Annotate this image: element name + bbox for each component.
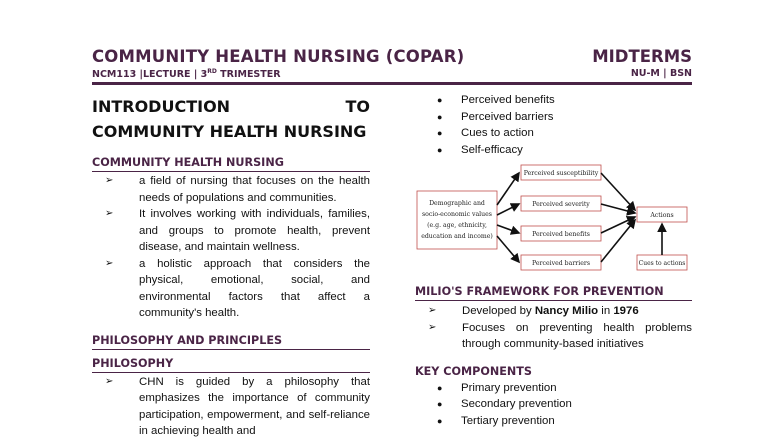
list-item-text: Self-efficacy [461, 143, 523, 156]
list-item-text: Perceived benefits [461, 94, 555, 106]
list-item-text: It involves working with individuals, families, and groups to promote health, prevent disease, and maintain wellness. [139, 208, 370, 253]
right-column [415, 92, 692, 429]
section-title-line2: COMMUNITY HEALTH NURSING [92, 122, 367, 141]
list-item [92, 173, 370, 206]
bullet-icon: ● [437, 128, 443, 138]
actions-label: Actions [650, 212, 674, 219]
milio-list [415, 303, 692, 353]
list-item [92, 374, 370, 440]
hbm-list [415, 92, 692, 158]
cues-label: Cues to actions [638, 260, 686, 267]
key-components-list [415, 380, 692, 430]
list-item [415, 109, 692, 126]
arrow-bullet-icon: ➢ [105, 208, 114, 219]
title-word-to: TO [345, 97, 370, 116]
section-title-line1 [92, 94, 370, 119]
left-column [92, 94, 370, 440]
list-item [415, 303, 692, 320]
trimester-word: TRIMESTER [220, 69, 281, 81]
trimester-suffix: RD [207, 68, 217, 75]
list-item [415, 92, 692, 109]
box-label: Perceived barriers [531, 260, 591, 267]
health-belief-model-diagram [415, 160, 692, 277]
philosophy-subheading: PHILOSOPHY [92, 357, 370, 373]
arrow-bullet-icon: ➢ [105, 257, 114, 269]
author-name: Nancy Milio [534, 305, 599, 317]
bullet-icon: ● [437, 382, 443, 393]
box-label: Perceived benefits [532, 231, 590, 238]
list-item-text: in [598, 305, 614, 317]
box-label: Perceived severity [532, 201, 590, 208]
list-item-text: Developed by [462, 305, 535, 317]
list-item [415, 396, 692, 413]
list-item-text: a holistic approach that considers the physical, emotional, social, and environmental factors that affect a community's health. [139, 257, 370, 319]
year: 1976 [613, 305, 639, 317]
list-item-text: Focuses on preventing health problems through community-based initiatives [462, 321, 692, 350]
box-label: Perceived susceptibility [523, 170, 599, 177]
demo-line: socio-economic values [422, 211, 492, 218]
term-label: MIDTERMS [592, 47, 692, 66]
key-components-heading: KEY COMPONENTS [415, 364, 532, 378]
trimester-number: 3 [200, 69, 208, 81]
philosophy-list [92, 374, 370, 440]
arrow-bullet-icon: ➢ [105, 175, 114, 186]
demo-line: education and income) [421, 233, 493, 240]
title-word-introduction: INTRODUCTION [92, 97, 231, 116]
demo-line: (e.g. age, ethnicity, [427, 222, 487, 229]
bullet-icon: ● [437, 415, 443, 426]
document-title: COMMUNITY HEALTH NURSING (COPAR) [92, 47, 465, 66]
arrow-bullet-icon: ➢ [428, 305, 437, 316]
header-divider [92, 82, 692, 85]
arrow-bullet-icon: ➢ [428, 321, 437, 333]
list-item [92, 256, 370, 322]
list-item-text: a field of nursing that focuses on the health needs of populations and communities. [139, 175, 370, 204]
list-item-text: Perceived barriers [461, 110, 554, 123]
milio-heading: MILIO'S FRAMEWORK FOR PREVENTION [415, 285, 692, 301]
course-code: NCM113 [92, 69, 137, 81]
list-item [415, 380, 692, 397]
list-item [415, 142, 692, 159]
school-info: NU-M | BSN [630, 68, 692, 79]
philosophy-principles-heading: PHILOSOPHY AND PRINCIPLES [92, 334, 370, 350]
list-item [415, 413, 692, 430]
bullet-icon: ● [437, 95, 443, 105]
bullet-icon: ● [437, 144, 443, 155]
list-item-text: Secondary prevention [461, 398, 572, 410]
bullet-icon: ● [437, 111, 443, 122]
demo-line: Demographic and [429, 200, 485, 207]
chn-list [92, 173, 370, 322]
list-item-text: CHN is guided by a philosophy that emphasizes the importance of community participation, empowerment, and self-reliance in achieving health and [139, 375, 370, 437]
list-item-text: Cues to action [461, 127, 534, 139]
list-item [415, 125, 692, 142]
chn-heading: COMMUNITY HEALTH NURSING [92, 156, 370, 172]
course-separator: |LECTURE | [139, 69, 198, 81]
course-info [92, 68, 281, 80]
list-item-text: Primary prevention [461, 381, 557, 394]
list-item [415, 320, 692, 353]
list-item [92, 206, 370, 256]
arrow-bullet-icon: ➢ [105, 375, 114, 387]
section-title [92, 94, 370, 144]
bullet-icon: ● [437, 399, 443, 409]
list-item-text: Tertiary prevention [461, 414, 555, 427]
